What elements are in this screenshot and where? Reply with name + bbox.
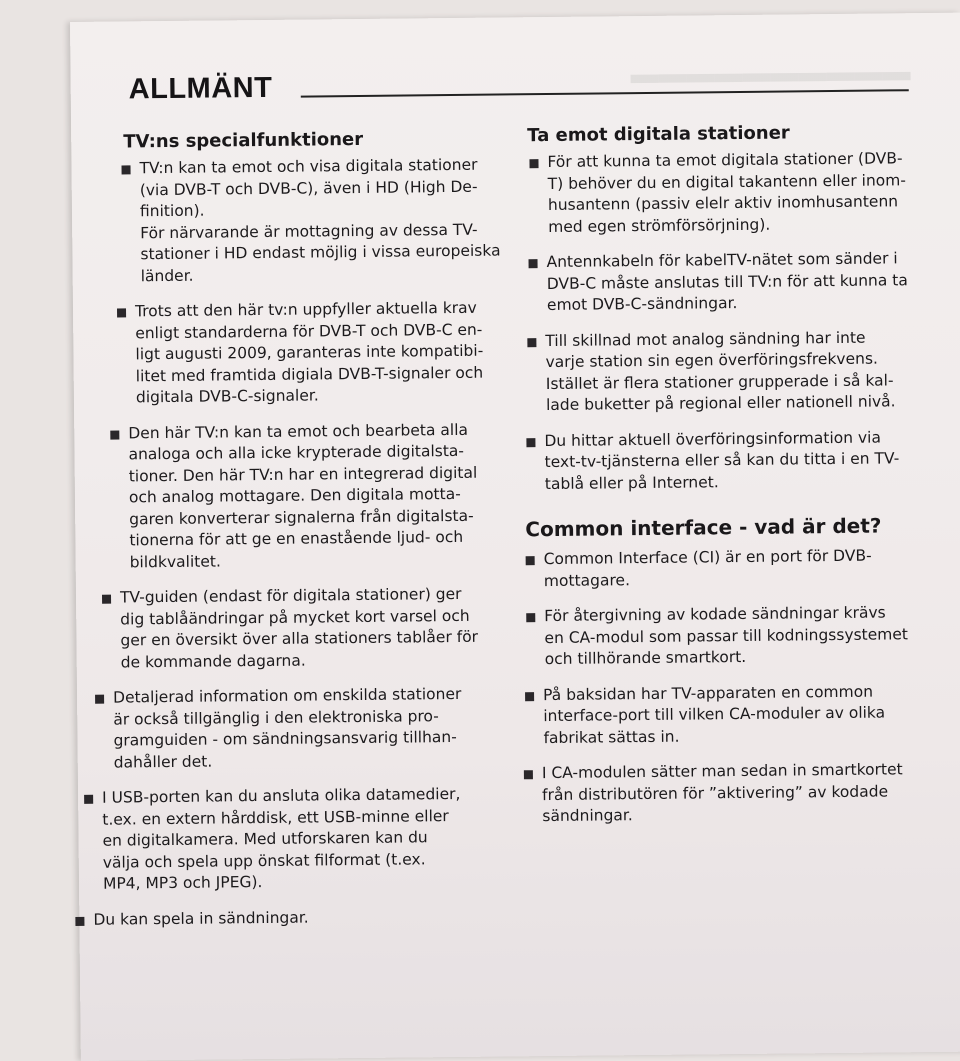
page-title: ALLMÄNT [128,71,273,106]
section-heading-common-interface: Common interface - vad är det? [525,513,882,542]
list-item: På baksidan har TV-apparaten en common interface-port till vilken CA-moduler av olika fabrikat sättas in. [525,680,960,749]
bullet-icon [102,595,111,604]
list-item: För återgivning av kodade sändningar krävs en CA-modul som passar till kodningssystemet och tillhörande smartkort. [526,602,960,671]
list-item: Trots att den här tv:n uppfyller aktuella krav enligt standarderna för DVB-T och DVB-C en- ligt augusti 2009, garanteras inte kompatibi- litet med framtida digiala DVB-T-signaler och digitala DVB-C-signaler. [117,297,519,409]
list-item: För att kunna ta emot digitala stationer (DVB- T) behöver du en digital takantenn eller inom- husantenn (passiv elelr aktiv inomhusantenn med egen strömförsörjning). [529,148,960,239]
bullet-icon [526,438,535,447]
bleed-through-decoration: ▬▬▬▬▬▬▬▬▬▬ [630,55,911,90]
bullet-icon [525,692,534,701]
bullet-icon [84,795,93,804]
list-item: Antennkabeln för kabelTV-nätet som sänder i DVB-C måste anslutas till TV:n för att kunna ta emot DVB-C-sändningar. [528,248,960,317]
bullet-icon [110,430,119,439]
list-item: Du hittar aktuell överföringsinformation via text-tv-tjänsterna eller så kan du titta i en TV- tablå eller på Internet. [526,426,960,495]
bullet-icon [526,613,535,622]
bullet-icon [117,308,126,317]
list-item: Detaljerad information om enskilda stationer är också tillgänglig i den elektroniska pro- gramguiden - om sändningsansvarig tillhan- dahåller det. [95,683,523,773]
title-row [129,63,909,111]
list-item: Till skillnad mot analog sändning har inte varje station sin egen överföringsfrekvens. Istället är flera stationer grupperade i så kal- lade buketter på regional eller nationell nivå. [527,326,960,417]
list-item: I USB-porten kan du ansluta olika datamedier, t.ex. en extern hårddisk, ett USB-minne eller en digitalkamera. Med utforskaren kan du välja och spela upp önskat filformat (t.ex. MP4, MP3 och JPEG). [84,783,524,895]
bullet-icon [122,165,131,174]
right-column [521,121,960,842]
section-heading-digital-stations: Ta emot digitala stationer [527,122,790,147]
section-heading-special-functions: TV:ns specialfunktioner [123,128,364,153]
list-item: Common Interface (CI) är en port för DVB- mottagare. [526,545,960,593]
list-item: TV-guiden (endast för digitala stationer) ger dig tablåändringar på mycket kort varsel och ger en översikt över alla stationers tablåer för de kommande dagarna. [102,583,522,673]
list-item: Du kan spela in sändningar. [75,905,524,931]
bullet-icon [527,338,536,347]
left-column [71,127,524,945]
bullet-icon [529,159,538,168]
bullet-icon [524,770,533,779]
list-item: Den här TV:n kan ta emot och bearbeta alla analoga och alla icke krypterade digitalsta- tioner. Den här TV:n har en integrerad digital och analog mottagare. Den digitala motta- garen konverterar signalerna från digitalsta- tionerna för att ge en enastående ljud- och bildkvalitet. [110,419,521,574]
list-item: TV:n kan ta emot och visa digitala stationer (via DVB-T och DVB-C), även i HD (High De- finition). För närvarande är mottagning av dessa TV- stationer i HD endast möjlig i vissa europeiska länder. [121,154,517,287]
manual-page [70,13,960,1061]
bullet-icon [75,916,84,925]
bullet-icon [526,556,535,565]
title-rule [301,89,909,97]
list-item: I CA-modulen sätter man sedan in smartkortet från distributören för ”aktivering” av kodade sändningar. [524,759,960,828]
bullet-icon [95,695,104,704]
bullet-icon [529,259,538,268]
